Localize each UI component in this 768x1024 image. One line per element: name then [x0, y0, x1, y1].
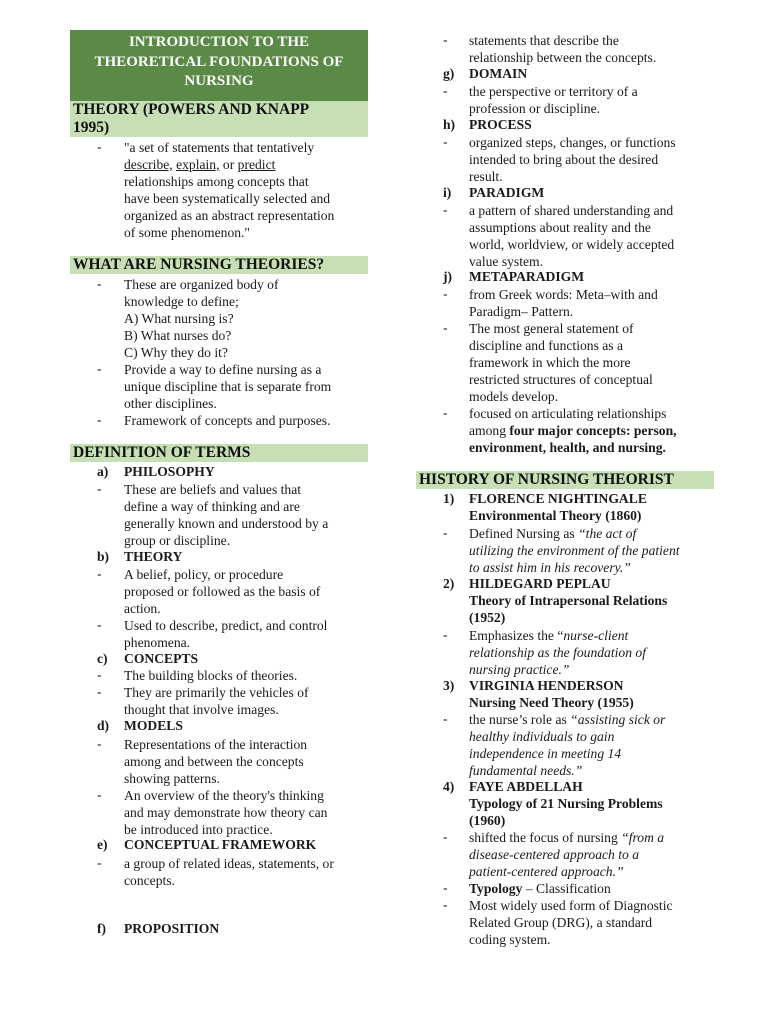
bullet-dash: - [443, 829, 448, 844]
bullet-dash: - [443, 320, 448, 335]
body-line: A belief, policy, or procedure [124, 567, 284, 582]
body-line: unique discipline that is separate from [124, 379, 332, 394]
term-philosophy: PHILOSOPHY [124, 464, 215, 479]
body-line: concepts. [124, 873, 175, 888]
bullet-dash: - [97, 139, 102, 154]
body-line: be introduced into practice. [124, 822, 273, 837]
body-line: The most general statement of [469, 321, 634, 336]
theorist-nightingale: FLORENCE NIGHTINGALE [469, 491, 647, 506]
body-line: from Greek words: Meta–with and [469, 287, 658, 302]
body-line: phenomena. [124, 635, 191, 650]
theory-name: Theory of Intrapersonal Relations [469, 593, 668, 608]
theory-quote-line: "a set of statements that tentatively [124, 140, 315, 155]
theory-quote-line: relationships among concepts that [124, 174, 309, 189]
bullet-dash: - [97, 787, 102, 802]
theory-name: (1960) [469, 813, 506, 828]
body-line: and may demonstrate how theory can [124, 805, 328, 820]
bullet-dash: - [443, 134, 448, 149]
body-line: The building blocks of theories. [124, 668, 298, 683]
bullet-dash: - [443, 880, 448, 895]
term-conceptual-framework: CONCEPTUAL FRAMEWORK [124, 837, 317, 852]
bullet-dash: - [97, 736, 102, 751]
term-letter: d) [97, 718, 110, 733]
body-line: the perspective or territory of a [469, 84, 638, 99]
bullet-dash: - [443, 202, 448, 217]
bullet-dash: - [443, 405, 448, 420]
body-line: Defined Nursing as “the act of [469, 526, 637, 541]
bullet-dash: - [443, 32, 448, 47]
theorist-number: 4) [443, 779, 455, 794]
body-line: profession or discipline. [469, 101, 601, 116]
bullet-dash: - [97, 855, 102, 870]
bullet-dash: - [97, 684, 102, 699]
theorist-peplau: HILDEGARD PEPLAU [469, 576, 611, 591]
body-line: define a way of thinking and are [124, 499, 300, 514]
body-line: Most widely used form of Diagnostic [469, 898, 673, 913]
term-letter: b) [97, 549, 110, 564]
sub-item: A) What nursing is? [124, 311, 234, 326]
term-letter: i) [443, 185, 452, 200]
body-line: thought that involve images. [124, 702, 279, 717]
body-line: showing patterns. [124, 771, 220, 786]
body-line: action. [124, 601, 161, 616]
bullet-dash: - [97, 667, 102, 682]
body-line: among four major concepts: person, [469, 423, 677, 438]
theory-quote-line: describe, explain, or predict [124, 157, 276, 172]
term-letter: f) [97, 921, 107, 936]
theory-name: Nursing Need Theory (1955) [469, 695, 634, 710]
body-line: restricted structures of conceptual [469, 372, 653, 387]
theory-heading: THEORY (POWERS AND KNAPP 1995) [70, 101, 368, 137]
body-line: assumptions about reality and the [469, 220, 651, 235]
body-line: Related Group (DRG), a standard [469, 915, 653, 930]
underlined-term: describe, [124, 157, 173, 172]
term-letter: h) [443, 117, 456, 132]
bullet-dash: - [97, 361, 102, 376]
body-line: Framework of concepts and purposes. [124, 413, 331, 428]
term-letter: e) [97, 837, 108, 852]
body-line: organized steps, changes, or functions [469, 135, 676, 150]
body-line: Emphasizes the “nurse-client [469, 628, 629, 643]
bullet-dash: - [97, 481, 102, 496]
body-line: focused on articulating relationships [469, 406, 667, 421]
body-line: Provide a way to define nursing as a [124, 362, 322, 377]
body-line: They are primarily the vehicles of [124, 685, 309, 700]
theorist-henderson: VIRGINIA HENDERSON [469, 678, 624, 693]
theorist-number: 3) [443, 678, 455, 693]
theory-name: Environmental Theory (1860) [469, 508, 642, 523]
term-letter: a) [97, 464, 109, 479]
body-line: statements that describe the [469, 33, 619, 48]
term-letter: c) [97, 651, 108, 666]
definition-heading: DEFINITION OF TERMS [70, 444, 368, 462]
bullet-dash: - [443, 83, 448, 98]
body-line: disease-centered approach to a [469, 847, 640, 862]
title-line-3: NURSING [184, 73, 254, 89]
term-paradigm: PARADIGM [469, 185, 545, 200]
term-letter: j) [443, 269, 453, 284]
body-line: Representations of the interaction [124, 737, 308, 752]
body-line: knowledge to define; [124, 294, 239, 309]
theorist-number: 1) [443, 491, 455, 506]
bullet-dash: - [443, 711, 448, 726]
theory-quote-line: have been systematically selected and [124, 191, 331, 206]
body-line: An overview of the theory's thinking [124, 788, 324, 803]
body-line: Typology – Classification [469, 881, 611, 896]
body-line: a group of related ideas, statements, or [124, 856, 334, 871]
sub-item: C) Why they do it? [124, 345, 228, 360]
body-line: to assist him in his recovery.” [469, 560, 631, 575]
underlined-term: explain, [176, 157, 220, 172]
body-line: nursing practice.” [469, 662, 570, 677]
sub-item: B) What nurses do? [124, 328, 232, 343]
body-line: intended to bring about the desired [469, 152, 659, 167]
bullet-dash: - [443, 627, 448, 642]
body-line: among and between the concepts [124, 754, 304, 769]
theory-quote-line: of some phenomenon." [124, 225, 250, 240]
bullet-dash: - [443, 525, 448, 540]
body-line: framework in which the more [469, 355, 631, 370]
body-line: value system. [469, 254, 543, 269]
body-line: healthy individuals to gain [469, 729, 615, 744]
nursing-theories-heading: WHAT ARE NURSING THEORIES? [70, 256, 368, 274]
theory-name: (1952) [469, 610, 506, 625]
term-letter: g) [443, 66, 455, 81]
body-line: patient-centered approach.” [469, 864, 624, 879]
underlined-term: predict [237, 157, 276, 172]
body-line: models develop. [469, 389, 559, 404]
body-line: These are beliefs and values that [124, 482, 302, 497]
body-line: result. [469, 169, 503, 184]
theory-name: Typology of 21 Nursing Problems [469, 796, 663, 811]
theory-quote-line: organized as an abstract representation [124, 208, 335, 223]
body-line: group or discipline. [124, 533, 231, 548]
body-line: discipline and functions as a [469, 338, 624, 353]
body-line: generally known and understood by a [124, 516, 329, 531]
body-line: relationship as the foundation of [469, 645, 646, 660]
body-line: shifted the focus of nursing “from a [469, 830, 665, 845]
theorist-abdellah: FAYE ABDELLAH [469, 779, 583, 794]
term-domain: DOMAIN [469, 66, 528, 81]
bold-phrase: four major concepts: person, [509, 423, 677, 438]
bullet-dash: - [97, 412, 102, 427]
term-proposition: PROPOSITION [124, 921, 220, 936]
body-line: Used to describe, predict, and control [124, 618, 328, 633]
body-line: Paradigm– Pattern. [469, 304, 574, 319]
history-heading: HISTORY OF NURSING THEORIST [416, 471, 714, 489]
bullet-dash: - [97, 276, 102, 291]
term-concepts: CONCEPTS [124, 651, 199, 666]
body-line: other disciplines. [124, 396, 217, 411]
body-line: relationship between the concepts. [469, 50, 657, 65]
bullet-dash: - [443, 897, 448, 912]
term-metaparadigm: METAPARADIGM [469, 269, 585, 284]
body-line: independence in meeting 14 [469, 746, 622, 761]
body-line: utilizing the environment of the patient [469, 543, 680, 558]
title-line-1: INTRODUCTION TO THE [128, 34, 310, 50]
title-line-2: THEORETICAL FOUNDATIONS OF [94, 53, 344, 70]
document-title [70, 30, 368, 101]
body-line: coding system. [469, 932, 551, 947]
bold-phrase: environment, health, and nursing. [469, 440, 666, 455]
body-line: fundamental needs.” [469, 763, 583, 778]
bullet-dash: - [97, 617, 102, 632]
term-theory: THEORY [124, 549, 183, 564]
body-line: proposed or followed as the basis of [124, 584, 321, 599]
bullet-dash: - [443, 286, 448, 301]
body-line: the nurse’s role as “assisting sick or [469, 712, 666, 727]
body-line: world, worldview, or widely accepted [469, 237, 675, 252]
body-line: a pattern of shared understanding and [469, 203, 674, 218]
bullet-dash: - [97, 566, 102, 581]
theorist-number: 2) [443, 576, 455, 591]
body-line: These are organized body of [124, 277, 279, 292]
term-models: MODELS [124, 718, 183, 733]
term-process: PROCESS [469, 117, 532, 132]
